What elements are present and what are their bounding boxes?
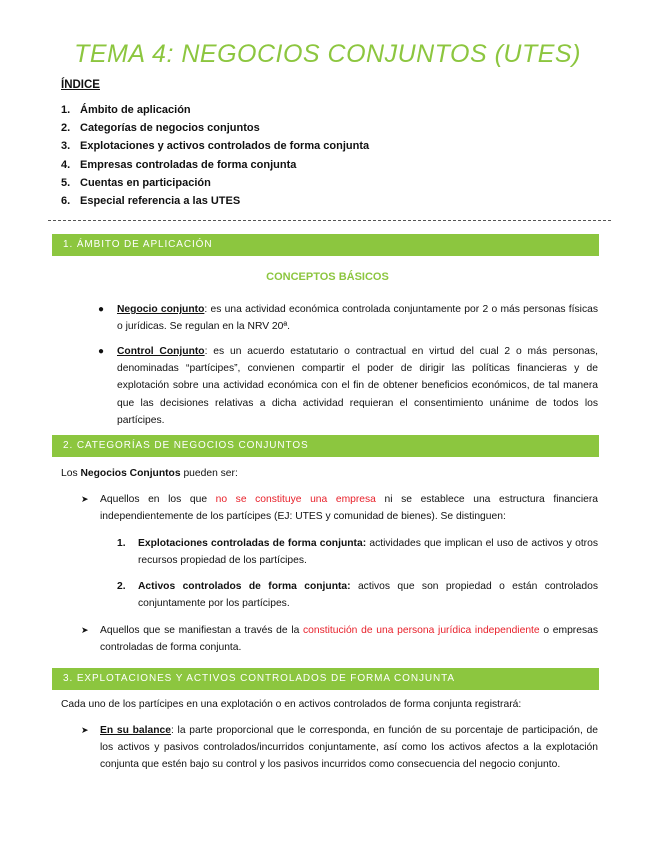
section-header-explotaciones: 3. EXPLOTACIONES Y ACTIVOS CONTROLADOS DE FORMA CONJUNTA	[52, 668, 599, 690]
sub-item-number: 2.	[117, 581, 126, 592]
section3-intro: Cada uno de los partícipes en una explotación o en activos controlados de forma conjunta registrará:	[61, 699, 522, 710]
arrow-bullet-icon: ➤	[81, 625, 89, 635]
arrow-bullet-icon: ➤	[81, 725, 89, 735]
index-item	[61, 119, 369, 137]
term-control-conjunto: Control Conjunto	[117, 346, 205, 357]
section2-intro	[61, 465, 598, 482]
index-item-number: 5.	[61, 176, 71, 189]
index-item-number: 4.	[61, 158, 71, 171]
definition-text: : es un acuerdo estatutario o contractual en virtud del cual 2 o más personas, denominadas “partícipes”, convienen compartir el poder de dirigir las políticas financieras y de explotación sobre una actividad económica con el fin de obtener beneficios económicos, de tal manera que las decisiones relativas a dicha actividad requieran el consentimiento unánime de todos los partícipes.	[117, 346, 599, 426]
sub-item-number: 1.	[117, 538, 126, 549]
index-item	[61, 156, 369, 174]
subheading-conceptos-basicos: CONCEPTOS BÁSICOS	[266, 271, 389, 283]
arrow-text: : la parte proporcional que le corresponda, en función de su porcentaje de participación, de los activos y pasivos controlados/incurridos conjuntamente, así como los activos afectos a la explotación conjunta que estén bajo su control y los pasivos incurridos como consecuencia del negocio conjunto.	[100, 725, 598, 771]
arrow-text: ni se establece una estructura financiera independientemente de los partícipes (EJ: UTES y comunidad de bienes). Se distinguen:	[100, 494, 599, 523]
index-item-label: Empresas controladas de forma conjunta	[80, 158, 297, 171]
index-heading: ÍNDICE	[61, 79, 100, 91]
index-item-label: Categorías de negocios conjuntos	[80, 122, 260, 135]
index-item-label: Cuentas en participación	[80, 176, 211, 189]
sub-item-title: Activos controlados de forma conjunta:	[138, 581, 351, 592]
document-title: TEMA 4: NEGOCIOS CONJUNTOS (UTES)	[74, 40, 581, 68]
index-item	[61, 192, 369, 210]
highlight-persona-juridica: constitución de una persona jurídica independiente	[303, 625, 540, 636]
term-en-su-balance: En su balance	[100, 725, 171, 736]
bullet-dot-icon: ●	[98, 346, 105, 357]
arrow-item-persona-juridica	[81, 622, 598, 656]
index-item-number: 1.	[61, 104, 71, 116]
sub-item-title: Explotaciones controladas de forma conjunta:	[138, 538, 367, 549]
intro-text: Los	[61, 468, 81, 479]
index-item	[61, 137, 369, 155]
index-item-label: Explotaciones y activos controlados de forma conjunta	[80, 140, 370, 153]
arrow-text: Aquellos que se manifiestan a través de la	[100, 625, 304, 636]
dashed-divider	[48, 220, 611, 221]
index-item	[61, 174, 369, 192]
bullet-dot-icon: ●	[98, 304, 105, 315]
bullet-control-conjunto	[98, 343, 599, 429]
index-item-number: 2.	[61, 122, 71, 135]
arrow-text: o empresas controladas de forma conjunta.	[100, 625, 598, 654]
index-item-number: 3.	[61, 140, 71, 153]
sub-item-text: actividades que implican el uso de activos y otros recursos propiedad de los partícipes.	[138, 538, 598, 567]
arrow-item-balance	[81, 722, 598, 774]
index-item	[61, 101, 369, 119]
term-negocio-conjunto: Negocio conjunto	[117, 304, 205, 315]
sub-item-activos	[117, 578, 598, 612]
index-item-label: Ámbito de aplicación	[80, 104, 191, 116]
sub-item-explotaciones	[117, 535, 598, 569]
intro-bold-negocios: Negocios Conjuntos	[80, 468, 181, 479]
highlight-no-empresa: no se constituye una empresa	[215, 494, 376, 505]
section-header-ambito: 1. ÁMBITO DE APLICACIÓN	[52, 234, 599, 256]
arrow-item-no-empresa	[81, 491, 599, 525]
intro-text: pueden ser:	[180, 468, 238, 479]
bullet-negocio-conjunto	[98, 301, 598, 335]
section-header-categorias: 2. CATEGORÍAS DE NEGOCIOS CONJUNTOS	[52, 435, 599, 457]
index-item-label: Especial referencia a las UTES	[80, 194, 241, 207]
definition-text: : es una actividad económica controlada conjuntamente por 2 o más personas físicas o jurídicas. Se regulan en la NRV 20ª.	[117, 304, 598, 333]
arrow-bullet-icon: ➤	[81, 494, 89, 504]
arrow-text: Aquellos en los que	[100, 494, 216, 505]
index-item-number: 6.	[61, 194, 71, 207]
index-list	[61, 101, 369, 210]
sub-item-text: activos que son propiedad o están controlados conjuntamente por los partícipes.	[138, 581, 598, 610]
